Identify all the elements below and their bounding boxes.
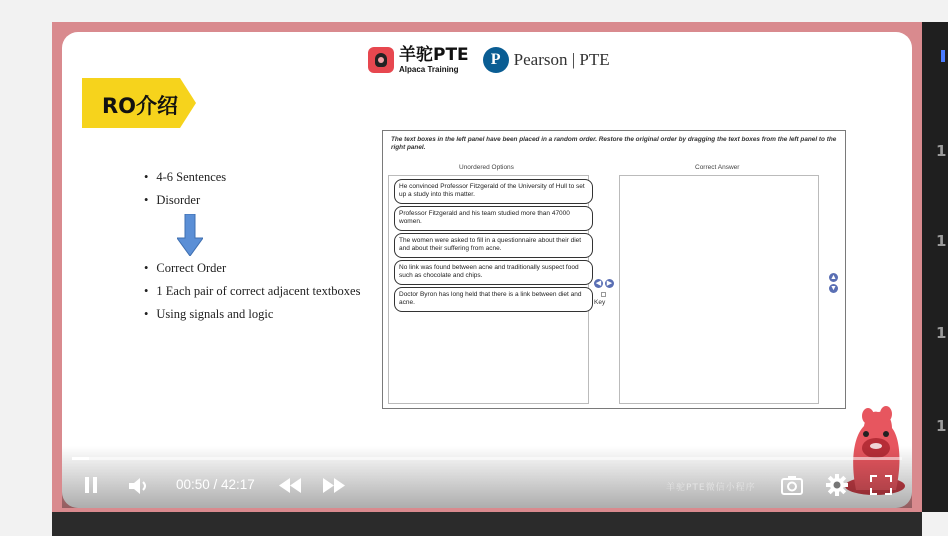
unordered-options-panel [388,175,589,404]
sidebar-accent-mark [941,50,945,62]
video-player[interactable] [52,22,922,512]
reorder-task-panel [382,130,846,409]
progress-fill [72,457,89,460]
sidebar-digit: 1 [936,324,947,342]
settings-icon[interactable] [826,474,848,496]
fast-forward-icon[interactable] [322,477,346,494]
option-textbox[interactable]: He convinced Professor Fitzgerald of the University of Hull to set up a study into this matter. [394,179,593,204]
volume-icon[interactable] [128,477,150,495]
watermark-text: 羊驼PTE微信小程序 [666,483,756,493]
task-instructions: The text boxes in the left panel have been placed in a random order. Restore the original order by dragging the text boxes from the left panel to the right panel. [391,136,837,152]
correct-answer-header: Correct Answer [695,164,740,171]
player-bottom-bar [52,512,922,536]
brand-logos [368,44,610,76]
screenshot-icon[interactable] [780,474,804,496]
option-textbox[interactable]: Professor Fitzgerald and his team studied more than 47000 women. [394,206,593,231]
partner-name: Pearson | PTE [513,50,610,69]
key-label: Key [594,299,606,306]
key-checkbox[interactable] [601,292,606,297]
brand-name-cn: 羊驼PTE [399,44,469,65]
arrow-down-icon[interactable]: ▼ [830,285,837,292]
bullet-list-bottom [144,257,360,326]
bullet-item: • Correct Order [144,257,360,280]
brand-name-en: Alpaca Training [399,64,459,74]
down-arrow-icon [177,214,203,256]
alpaca-logo-icon [368,47,394,73]
bullet-item: • Disorder [144,189,226,212]
arrow-right-icon[interactable]: ▶ [606,280,613,287]
time-display: 00:50 / 42:17 [176,477,255,492]
alpaca-brand [399,44,469,74]
progress-bar[interactable] [72,457,902,460]
player-controls [62,446,912,508]
option-textbox[interactable]: No link was found between acne and traditionally suspect food such as chocolate and chips. [394,260,593,285]
bullet-item: • Using signals and logic [144,303,360,326]
slide-heading: RO介绍 [102,94,179,118]
arrow-up-icon[interactable]: ▲ [830,274,837,281]
bullet-item: • 4-6 Sentences [144,166,226,189]
right-sidebar [922,22,948,512]
sidebar-digit: 1 [936,142,947,160]
sidebar-digit: 1 [936,232,947,250]
pause-icon[interactable] [84,476,98,494]
correct-answer-panel[interactable] [619,175,819,404]
arrow-left-icon[interactable]: ◀ [595,280,602,287]
unordered-header: Unordered Options [459,164,514,171]
option-textbox[interactable]: The women were asked to fill in a questionnaire about their diet and about their suffering from acne. [394,233,593,258]
presentation-slide [62,32,912,508]
fullscreen-icon[interactable] [870,475,892,495]
bullet-item: • 1 Each pair of correct adjacent textboxes [144,280,360,303]
option-textbox[interactable]: Doctor Byron has long held that there is a link between diet and acne. [394,287,593,312]
page-top-bar [0,0,948,22]
bullet-list-top [144,166,226,212]
rewind-icon[interactable] [278,477,302,494]
pearson-logo-icon: P [483,47,509,73]
sidebar-digit: 1 [936,417,947,435]
